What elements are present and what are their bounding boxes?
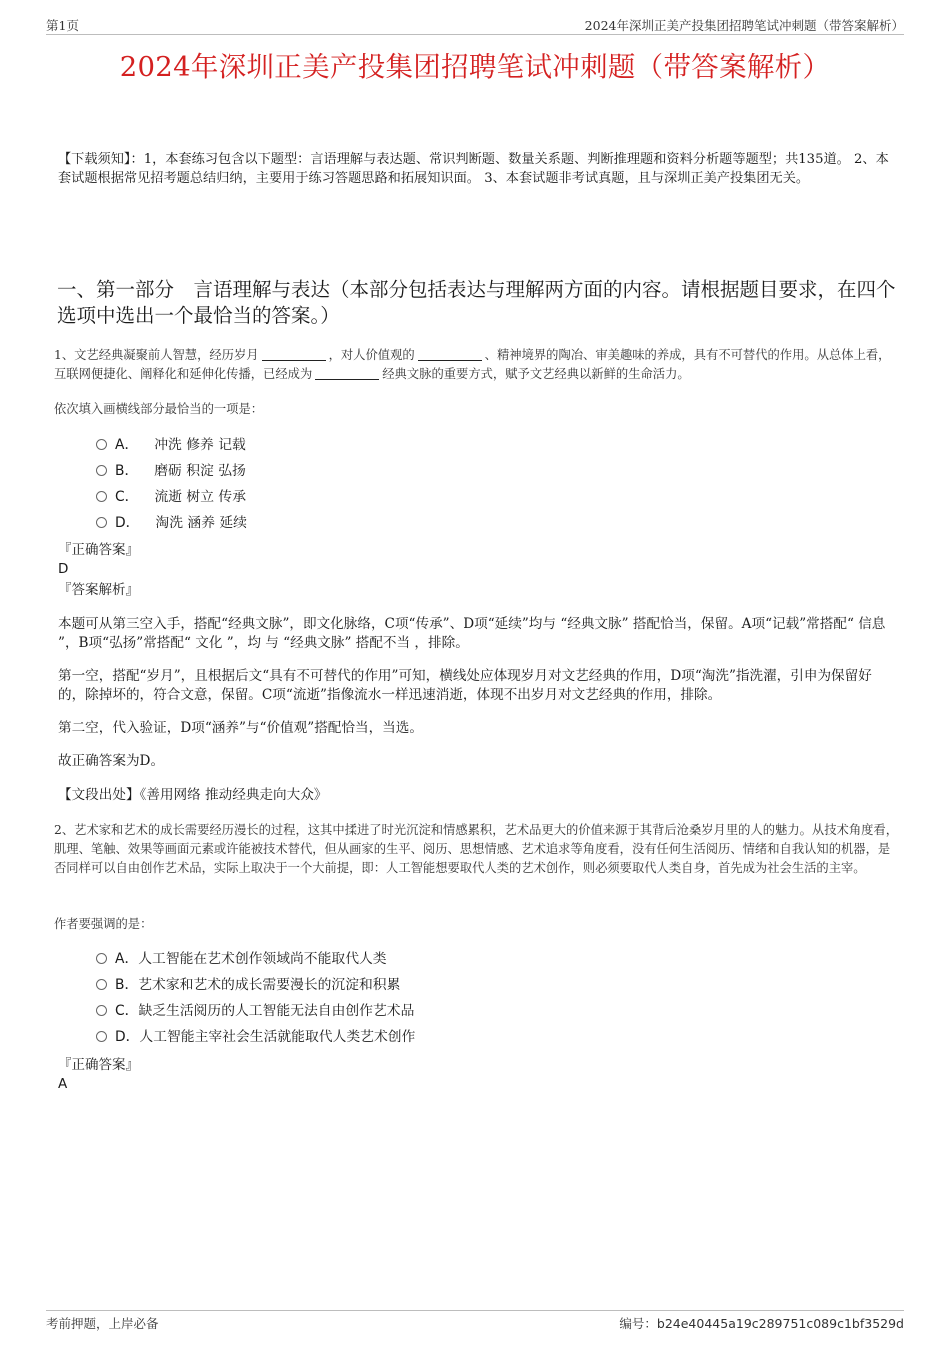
answer-label: 『正确答案』 [58, 542, 139, 558]
analysis-paragraph: 故正确答案为D。 [58, 753, 165, 769]
page-number: 第1页 [46, 18, 79, 33]
question-2-stem: 2、艺术家和艺术的成长需要经历漫长的过程，这其中揉进了时光沉淀和情感累积，艺术品更大的价值来源于其背后沧桑岁月里的人的魅力。从技术角度看，肌理、笔触、效果等画面元素或许能被技术替代，但从画家的生平、阅历、思想情感、艺术追求等角度看，没有任何生活阅历、情绪和自我认知的机器，是否同样可以自由创作艺术品，实际上取决于一个大前提，即：人工智能想要取代人类的艺术创作，则必须要取代人类自身，首先成为社会生活的主宰。 [54, 823, 899, 875]
page-footer [46, 1310, 904, 1329]
option-c[interactable]: C． 流逝 树立 传承 [96, 484, 247, 510]
page-header [46, 14, 904, 35]
question-1-prompt: 依次填入画横线部分最恰当的一项是： [54, 402, 264, 416]
option-d[interactable]: D．人工智能主宰社会生活就能取代人类艺术创作 [96, 1024, 415, 1050]
analysis-paragraph: 第一空，搭配“岁月”，且根据后文“具有不可替代的作用”可知，横线处应体现岁月对文艺经典的作用，D项“淘洗”指洗濯，引申为保留好的，除掉坏的，符合文意，保留。C项“流逝”指像流水一样迅速消逝，体现不出岁月对文艺经典的作用，排除。 [58, 668, 872, 703]
radio-icon[interactable] [96, 491, 107, 502]
radio-icon[interactable] [96, 517, 107, 528]
option-b[interactable]: B．艺术家和艺术的成长需要漫长的沉淀和积累 [96, 972, 415, 998]
blank-line [262, 360, 326, 361]
option-a[interactable]: A． 冲洗 修养 记载 [96, 432, 247, 458]
blank-line [315, 379, 379, 380]
download-notice: 【下载须知】：1，本套练习包含以下题型：言语理解与表达题、常识判断题、数量关系题、判断推理题和资料分析题等题型；共135道。 2、本套试题根据常见招考题总结归纳，主要用于练习答题思路和拓展知识面。 3、本套试题非考试真题，且与深圳正美产投集团无关。 [58, 152, 889, 186]
radio-icon[interactable] [96, 439, 107, 450]
option-b[interactable]: B． 磨砺 积淀 弘扬 [96, 458, 247, 484]
answer-value: D [58, 561, 69, 577]
option-a[interactable]: A．人工智能在艺术创作领域尚不能取代人类 [96, 946, 415, 972]
blank-line [418, 360, 482, 361]
header-doc-title: 2024年深圳正美产投集团招聘笔试冲刺题（带答案解析） [584, 18, 904, 33]
question-1-stem: 1、文艺经典凝聚前人智慧，经历岁月 ，对人价值观的 、精神境界的陶冶、审美趣味的养成，具有不可替代的作用。从总体上看，互联网便捷化、阐释化和延伸化传播，已经成为 经典文脉的重要方式，赋予文艺经典以新鲜的生命活力。 [54, 348, 891, 381]
question-2-options [96, 946, 415, 1050]
radio-icon[interactable] [96, 979, 107, 990]
document-title: 2024年深圳正美产投集团招聘笔试冲刺题（带答案解析） [119, 51, 831, 83]
radio-icon[interactable] [96, 1005, 107, 1016]
option-c[interactable]: C．缺乏生活阅历的人工智能无法自由创作艺术品 [96, 998, 415, 1024]
analysis-paragraph: 第二空，代入验证，D项“涵养”与“价值观”搭配恰当，当选。 [58, 720, 423, 736]
footer-slogan: 考前押题，上岸必备 [46, 1316, 159, 1331]
section-heading: 一、第一部分 言语理解与表达（本部分包括表达与理解两方面的内容。请根据题目要求，在四个选项中选出一个最恰当的答案。） [57, 278, 896, 327]
answer-label: 『正确答案』 [58, 1057, 139, 1073]
source-citation: 【文段出处】《善用网络 推动经典走向大众》 [58, 787, 328, 803]
analysis-paragraph: 本题可从第三空入手，搭配“经典文脉”，即文化脉络，C项“传承”、D项“延续”均与 “经典文脉” 搭配恰当，保留。A项“记载”常搭配“ 信息 ”，B项“弘扬”常搭配“ 文化 ”，均 与 “经典文脉” 搭配不当 ，排除。 [58, 616, 886, 651]
question-2-prompt: 作者要强调的是： [54, 917, 153, 931]
analysis-label: 『答案解析』 [58, 582, 139, 598]
option-d[interactable]: D． 淘洗 涵养 延续 [96, 510, 247, 536]
document-code: 编号：b24e40445a19c289751c089c1bf3529d [619, 1316, 904, 1331]
radio-icon[interactable] [96, 1031, 107, 1042]
radio-icon[interactable] [96, 953, 107, 964]
radio-icon[interactable] [96, 465, 107, 476]
answer-value: A [58, 1076, 68, 1092]
question-1-options [96, 432, 247, 536]
